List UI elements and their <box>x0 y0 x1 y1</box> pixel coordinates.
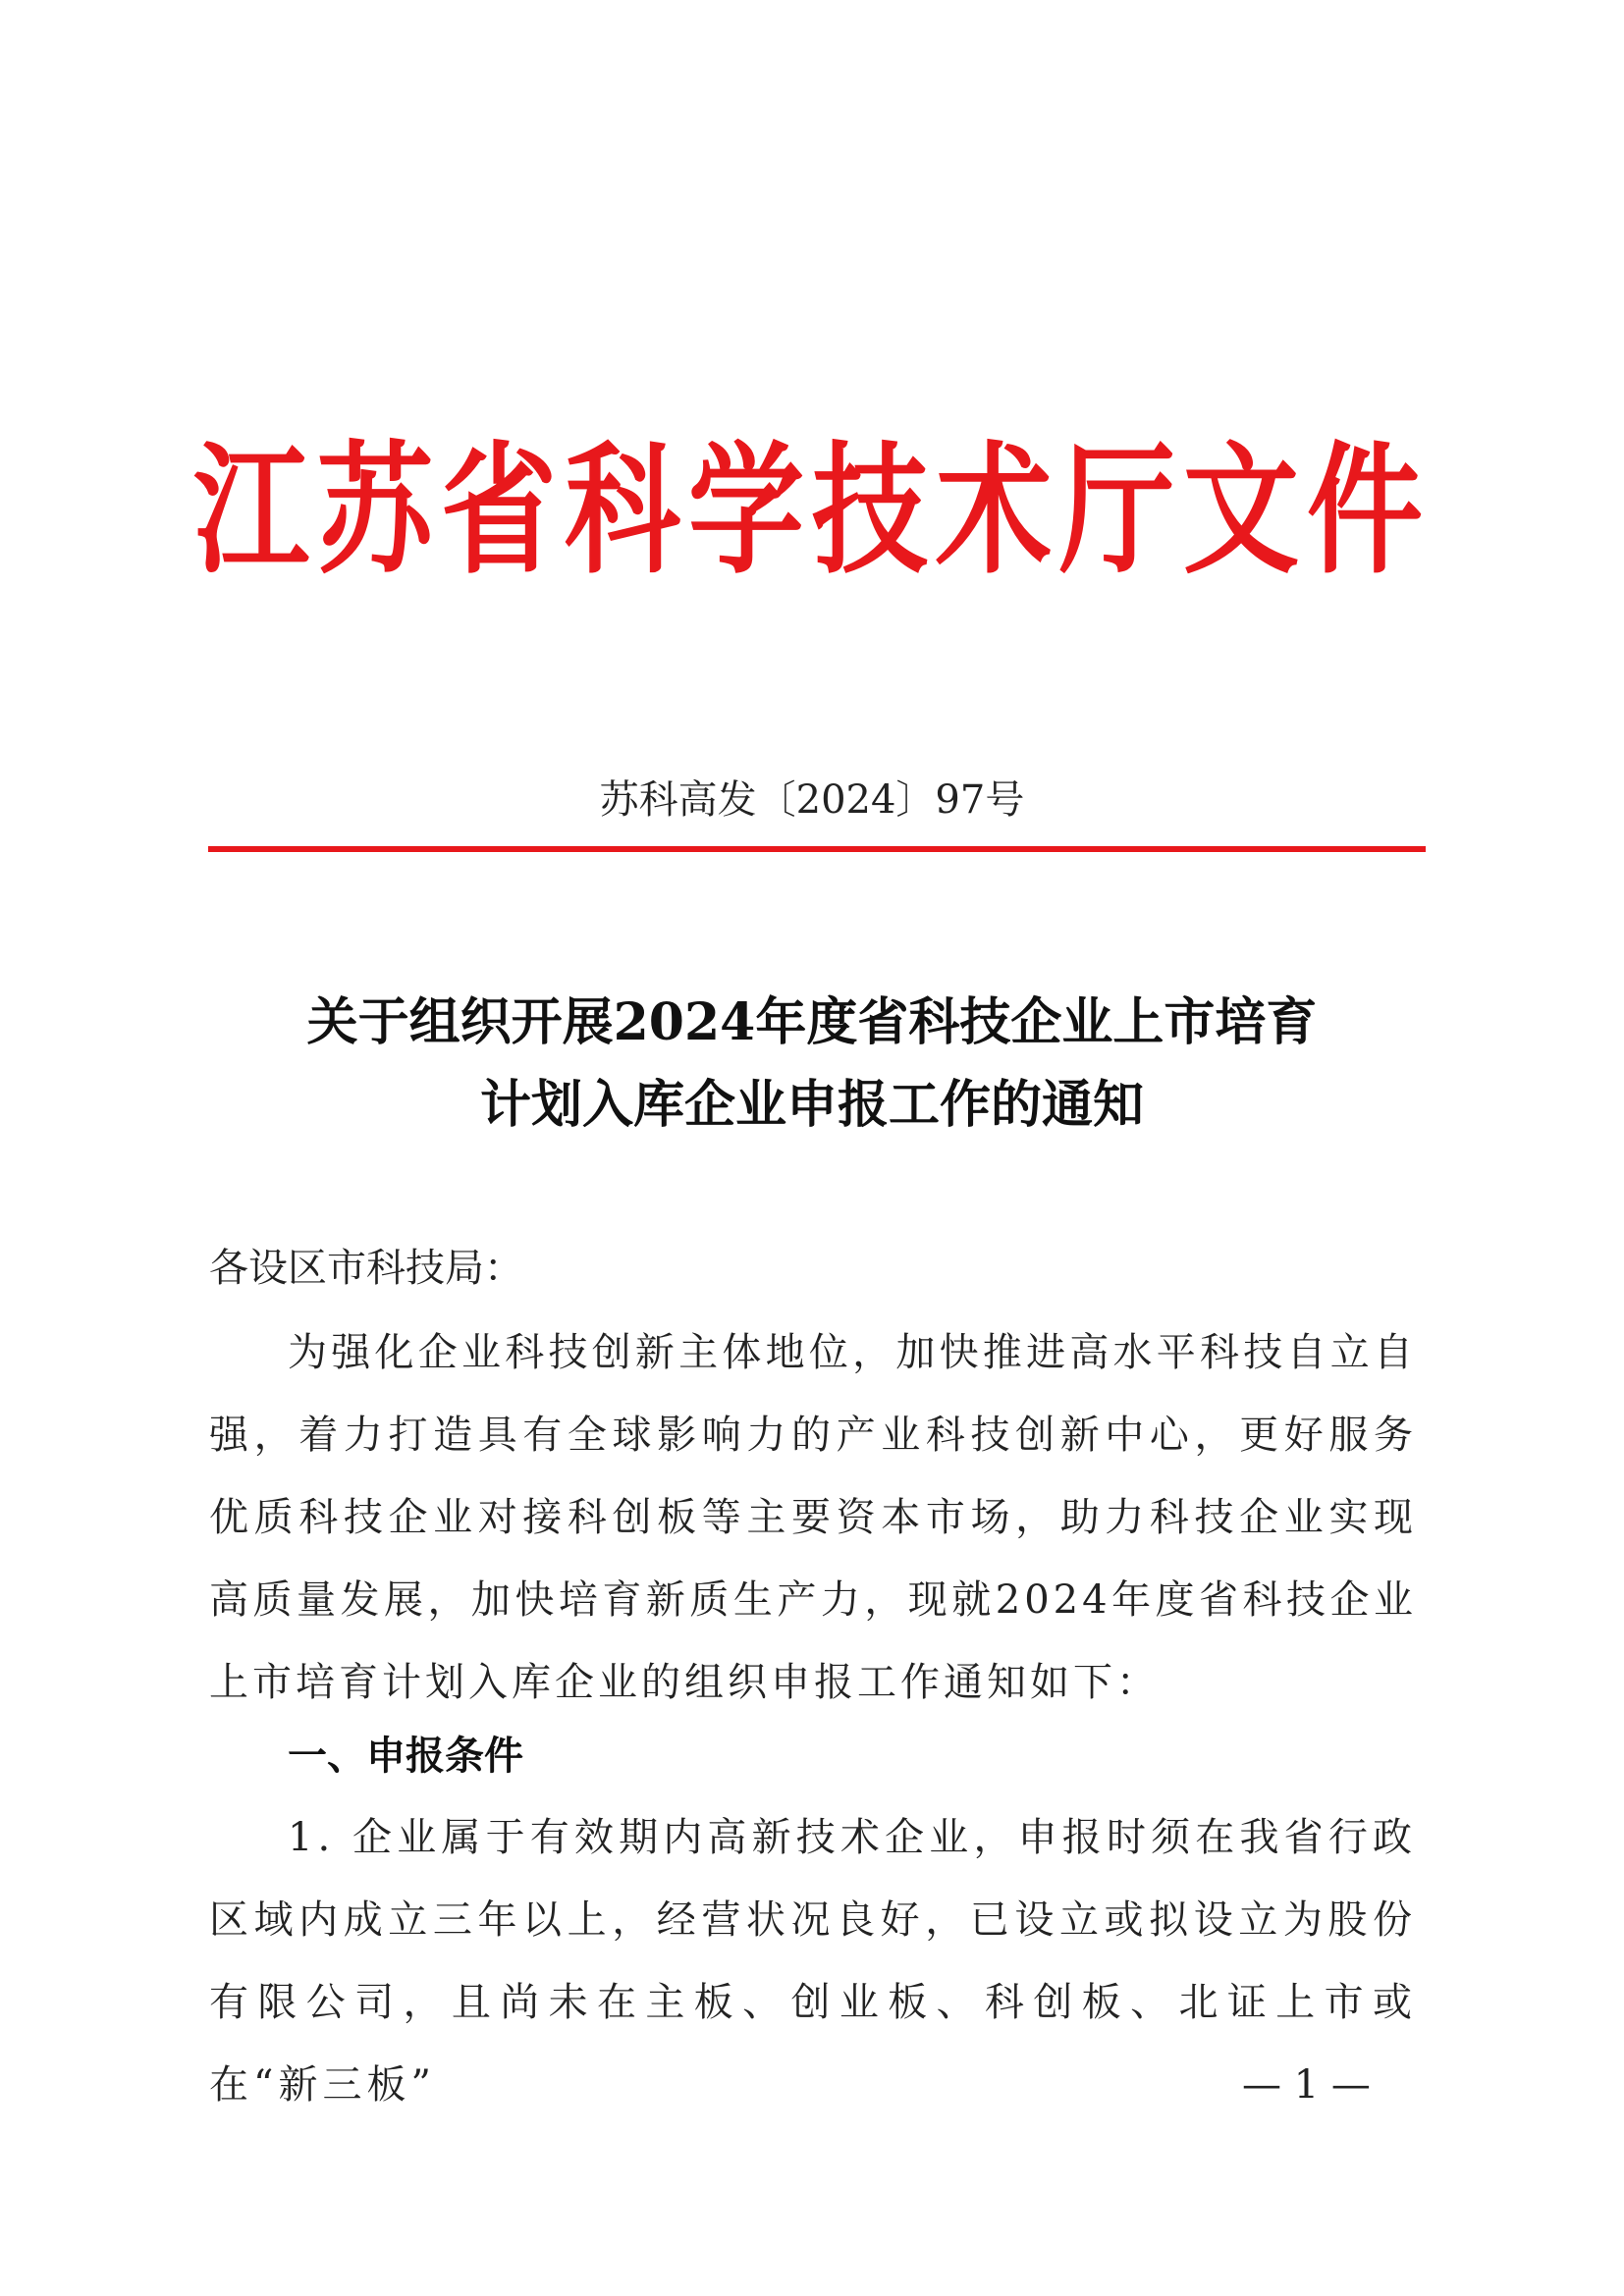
document-number: 苏科高发〔2024〕97号 <box>599 777 1025 823</box>
notice-title-line1: 关于组织开展2024年度省科技企业上市培育 <box>306 992 1318 1052</box>
red-divider-line <box>208 846 1426 852</box>
notice-title <box>177 982 1447 1147</box>
page-number: — 1 — <box>1242 2062 1371 2108</box>
document-header-title: 江苏省科学技术厅文件 <box>192 427 1431 594</box>
section-heading-requirements: 一、申报条件 <box>288 1734 523 1779</box>
salutation: 各设区市科技局： <box>209 1246 523 1291</box>
intro-paragraph: 为强化企业科技创新主体地位，加快推进高水平科技自立自强，着力打造具有全球影响力的产业科技创新中心，更好服务优质科技企业对接科创板等主要资本市场，助力科技企业实现高质量发展，加快培育新质生产力，现就2024年度省科技企业上市培育计划入库企业的组织申报工作通知如下： <box>209 1330 1417 1705</box>
notice-title-line2: 计划入库企业申报工作的通知 <box>479 1075 1144 1135</box>
requirement-item-1: 1. 企业属于有效期内高新技术企业，申报时须在我省行政区域内成立三年以上，经营状况良好，已设立或拟设立为股份有限公司，且尚未在主板、创业板、科创板、北证上市或在“新三板” <box>209 1815 1417 2108</box>
